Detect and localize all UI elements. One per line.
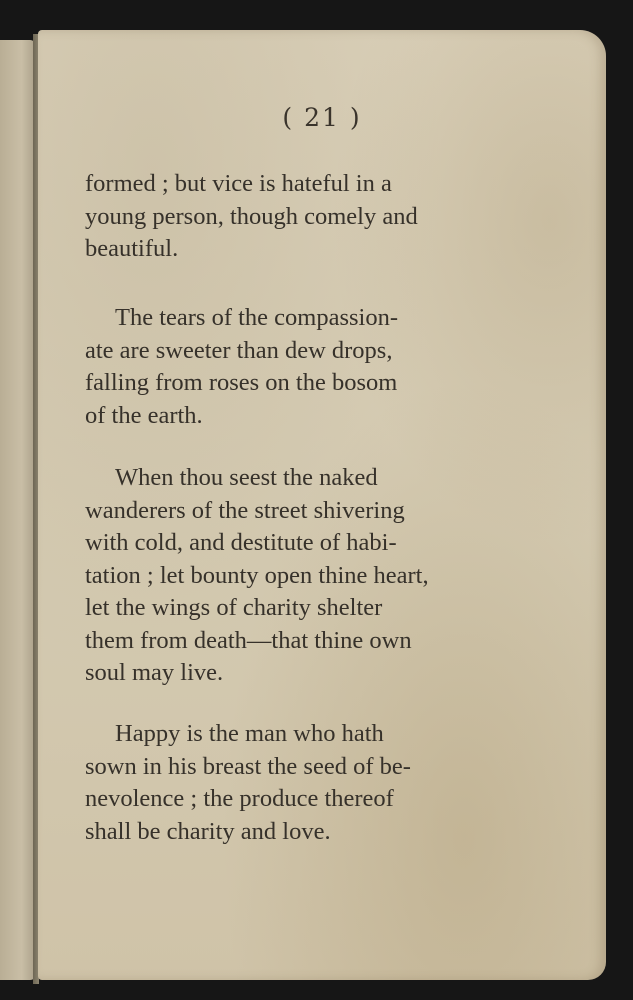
paragraph-line: sown in his breast the seed of be-	[85, 752, 411, 780]
book-page	[38, 30, 606, 980]
paragraph-line: formed ; but vice is hateful in a	[85, 170, 392, 197]
paragraph-line: wanderers of the street shivering	[85, 496, 405, 524]
paragraph-line: with cold, and destitute of habi-	[85, 529, 397, 556]
paragraph-line: let the wings of charity shelter	[85, 594, 383, 621]
paragraph-line: soul may live.	[85, 659, 224, 686]
paragraph	[85, 168, 555, 266]
paragraph	[85, 718, 555, 848]
paragraph-line: beautiful.	[85, 235, 179, 262]
paragraph-line: nevolence ; the produce thereof	[85, 785, 394, 812]
paragraph-line: falling from roses on the bosom	[85, 369, 398, 396]
paragraph-line: young person, though comely and	[85, 202, 418, 230]
paragraph-line: When thou seest the naked	[115, 464, 378, 491]
paragraph-line: them from death—that thine own	[85, 626, 412, 654]
paragraph-line: Happy is the man who hath	[115, 720, 384, 747]
paragraph	[85, 462, 555, 690]
paragraph-line: shall be charity and love.	[85, 817, 331, 845]
previous-page-edge	[0, 40, 36, 980]
paragraph-line: The tears of the compassion-	[115, 304, 399, 331]
page-number: ( 21 )	[282, 103, 362, 132]
paragraph	[85, 302, 555, 432]
paragraph-line: of the earth.	[85, 401, 203, 429]
paragraph-line: tation ; let bounty open thine heart,	[85, 561, 429, 589]
paragraph-line: ate are sweeter than dew drops,	[85, 336, 393, 364]
